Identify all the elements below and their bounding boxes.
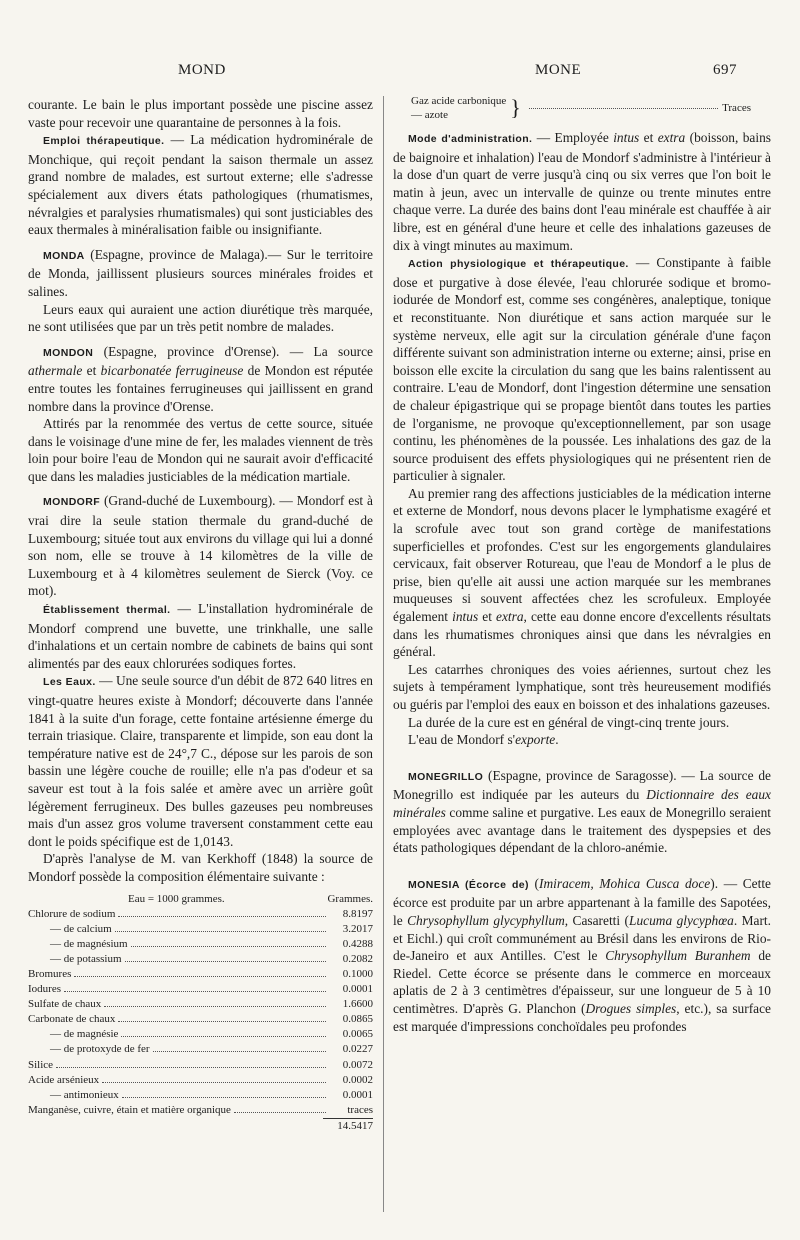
entry-mondorf: MONDORF (Grand-duché de Luxembourg). — Mondorf est à vrai dire la seule station thermale du grand-duché de Luxembourg; située tout aux environs du village qui lui a donné son nom, elle se trouve à 14 kilomètres de la ville de Luxembourg et à 4 kilomètres seulement de Sierck (Voy. ce mot). [28,493,373,599]
table-row [28,952,373,967]
table-row [28,967,373,982]
right-column [393,94,771,1035]
section-heading: Mode d'administration. [408,133,533,145]
row-value: traces [347,1103,373,1116]
paragraph-intro: courante. Le bain le plus important possède une piscine assez vaste pour recevoir une quarantaine de personnes à la fois. [28,97,373,130]
table-row [28,1073,373,1088]
row-value: 0.0002 [342,1073,373,1086]
table-unit: Grammes. [327,892,373,905]
paragraph-emploi: Emploi thérapeutique. — La médication hydrominérale de Monchique, qui reçoit pendant la saison thermale un assez grand nombre de malades, est surtout externe; elle s'adresse spécialement aux divers états pathologiques (rhumatismes, névralgies et paralysies rhumatismales) qui sont justiciables des eaux thermales à minéralisation faible ou insignifiante. [28,132,373,238]
entry-heading: MONEGRILLO [408,770,484,783]
running-head-right: MONE [535,62,582,78]
gas-name: Gaz acide carbonique [411,95,507,107]
left-column [28,96,373,1134]
entry-heading: MONESIA (Écorce de) [408,878,529,891]
row-label: — de magnésie [50,1028,119,1041]
row-label: Silice [28,1058,54,1071]
row-value: 0.2082 [342,952,373,965]
row-value: 0.0065 [342,1028,373,1041]
row-label: — de protoxyde de fer [50,1043,150,1056]
paragraph-etablissement: Établissement thermal. — L'installation hydrominérale de Mondorf comprend une buvette, une trinkhalle, une salle d'inhalations et un certain nombre de cabinets de bains qui sont alimentés par des eaux chlorurées sodiques fortes. [28,601,373,671]
table-row [28,1042,373,1057]
row-label: — antimonieux [50,1088,119,1101]
entry-heading: MONDON [43,346,94,359]
paragraph-duree: La durée de la cure est en général de vingt-cinq trente jours. [408,714,730,730]
row-value: 1.6600 [342,998,373,1011]
paragraph-premier: Au premier rang des affections justiciables de la médication interne et externe de Mondorf, nous devons placer le lymphatisme exagéré et la scrofule avec tout son grand cortège de manifestations superficielles et profondes. C'est sur les engorgements glandulaires cervicaux, fait observer Rotureau, que l'eau de Mondorf a le plus de prise, bien qu'elle ait aussi une action marquée sur les membranes muqueuses si souvent affectées chez les scrofuleux. Employée également intus et extra, cette eau donne encore d'excellents résultats dans les rhumatismes chroniques ainsi que dans les névralgies en général. [393,485,771,660]
gas-value: Traces [722,102,751,114]
page-number: 697 [713,62,737,78]
row-label: Carbonate de chaux [28,1013,116,1026]
entry-heading: MONDA [43,249,85,262]
table-row [28,1058,373,1073]
row-value: 0.0001 [342,1088,373,1101]
row-label: — de calcium [50,922,112,935]
row-label: Iodures [28,983,61,996]
row-label: Sulfate de chaux [28,998,102,1011]
gas-name: — azote [411,109,448,121]
row-value: 0.0227 [342,1043,373,1056]
table-caption: Eau = 1000 grammes. [128,892,225,905]
row-value: 0.0865 [342,1013,373,1026]
entry-monda: MONDA (Espagne, province de Malaga).— Sur le territoire de Monda, jaillissent plusieurs sources minérales froides et salines. [28,246,373,299]
section-heading: Emploi thérapeutique. [43,135,165,148]
paragraph-mode: Mode d'administration. — Employée intus et extra (boisson, bains de baignoire et inhalation) l'eau de Mondorf s'administre à l'intérieur à la dose d'un quart de verre jusqu'à cinq ou six verres que l'on boit le matin à jeun, avec un intervalle de quinze ou trente minutes entre chaque verre. La durée des bains dont l'eau minérale est chauffée à air libre, est en général d'une heure et celle des inhalations gazeuses de dix à vingt minutes au maximum. [393,130,771,253]
row-value: 0.4288 [342,937,373,950]
row-label: — de magnésium [50,937,128,950]
section-heading: Établissement thermal. [43,604,171,617]
paragraph-exporte: L'eau de Mondorf s'exporte. [408,732,559,748]
row-value: 8.8197 [342,907,373,920]
paragraph: Leurs eaux qui auraient une action diurétique très marquée, ne sont utilisées que par un très petit nombre de malades. [28,301,373,335]
column-rule [383,96,384,1212]
table-total: 14.5417 [28,1118,373,1134]
table-row [28,937,373,952]
row-label: — de potassium [50,952,122,965]
row-value: 3.2017 [342,922,373,935]
section-heading: Action physiologique et thérapeutique. [408,258,629,271]
brace: } [510,95,521,120]
entry-monegrillo: MONEGRILLO (Espagne, province de Saragosse). — La source de Monegrillo est indiquée par les auteurs du Dictionnaire des eaux minérales comme saline et purgative. Les eaux de Monegrillo seraient employées avec avantage dans le traitement des dyspepsies et des états pathologiques dépendant de la chloro-anémie. [393,767,771,856]
table-row [28,922,373,937]
row-label: Bromures [28,968,72,980]
table-row [28,1012,373,1027]
entry-mondon: MONDON (Espagne, province d'Orense). — La source athermale et bicarbonatée ferrugineuse de Mondon est réputée entre toutes les fontaines ferrugineuses qui jaillissent en grand nombre dans la province d'Orense. [28,343,374,414]
entry-monesia: MONESIA (Écorce de) (Imiracem, Mohica Cusca doce). — Cette écorce est produite par un arbre appartenant à la famille des Sapotées, le Chrysophyllum glycyphyllum, Casaretti (Lucuma glycyphœa. Mart. et Eichl.) qui croît communément au Brésil dans les environs de Rio-de-Janeiro et aux Antilles. C'est le Chrysophyllum Buranhem de Riedel. Cette écorce se présente dans le commerce en morceaux aplatis de 2 à 3 centimètres d'épaisseur, sur une longueur de 5 à 10 centimètres. D'après G. Planchon (Drogues simples, etc.), sa surface est marquée d'impressions conchoïdales peu profondes [393,875,771,1034]
section-heading: Les Eaux. [43,676,96,689]
paragraph-analyse: D'après l'analyse de M. van Kerkhoff (1848) la source de Mondorf possède la composition élémentaire suivante : [28,851,373,884]
table-row [28,1103,373,1118]
table-row [28,907,373,922]
table-row [28,1027,373,1042]
paragraph: Attirés par la renommée des vertus de cette source, située dans le voisinage d'une mine de fer, les malades viennent de très loin pour boire l'eau de Mondon qui ne saurait avoir d'efficacité que dans les maladies justiciables de la médication martiale. [28,416,373,484]
gas-table [393,94,771,122]
paragraph-eaux: Les Eaux. — Une seule source d'un débit de 872 640 litres en vingt-quatre heures existe à Mondorf; découverte dans l'année 1841 à la suite d'un forage, cette fontaine artésienne émerge du terrain triasique. Claire, transparente et limpide, son eau dont la température native est de 24°,7 C., dépose sur les parois de son bassin une légère couche de rouille; elle n'a pas d'odeur et sa saveur est tout à la fois salée et amère avec un arrière goût légèrement ferrugineux. Des bulles gazeuses peu nombreuses mais d'un assez gros volume traversent constamment cette eau dont le poids spécifique est de 1,0143. [28,673,374,849]
row-value: 0.0072 [342,1058,373,1071]
row-value: 0.1000 [342,968,373,980]
entry-heading: MONDORF [43,496,101,509]
running-head-left: MOND [178,62,226,78]
row-label: Acide arsénieux [28,1073,100,1086]
table-row [28,1088,373,1103]
row-label: Manganèse, cuivre, étain et matière organique [28,1103,231,1116]
paragraph-catarrhes: Les catarrhes chroniques des voies aériennes, surtout chez les sujets à tempérament lymphatique, sont très heureusement modifiés ou guéris par l'emploi des eaux en boisson et des inhalations gazeuses. [393,661,771,712]
composition-table [28,892,373,1135]
row-label: Chlorure de sodium [28,907,116,920]
table-row [28,997,373,1012]
table-row [28,982,373,997]
paragraph-action: Action physiologique et thérapeutique. — Constipante à faible dose et purgative à dose élevée, l'eau chlorurée sodique et bromo-iodurée de Mondorf est, comme ses congénères, analeptique, tonique et reconstituante. Non diurétique et sans action marquée sur le système nerveux, elle agit sur la circulation générale d'une façon différente suivant son administration interne ou externe; ainsi, prise en boisson elle excite la circulation du sang que les bains ralentissent au contraire. L'eau de Mondorf, dont l'ingestion détermine une sensation de chaleur épigastrique qui se propage bientôt dans toutes les parties de l'organisme, ne provoque qu'exceptionnellement, par son usage continu, les phénomènes de la poussée. Les inhalations des gaz de la source produisent des effets physiologiques qui ne présentent rien de particulier à signaler. [393,255,771,484]
row-value: 0.0001 [342,983,373,996]
